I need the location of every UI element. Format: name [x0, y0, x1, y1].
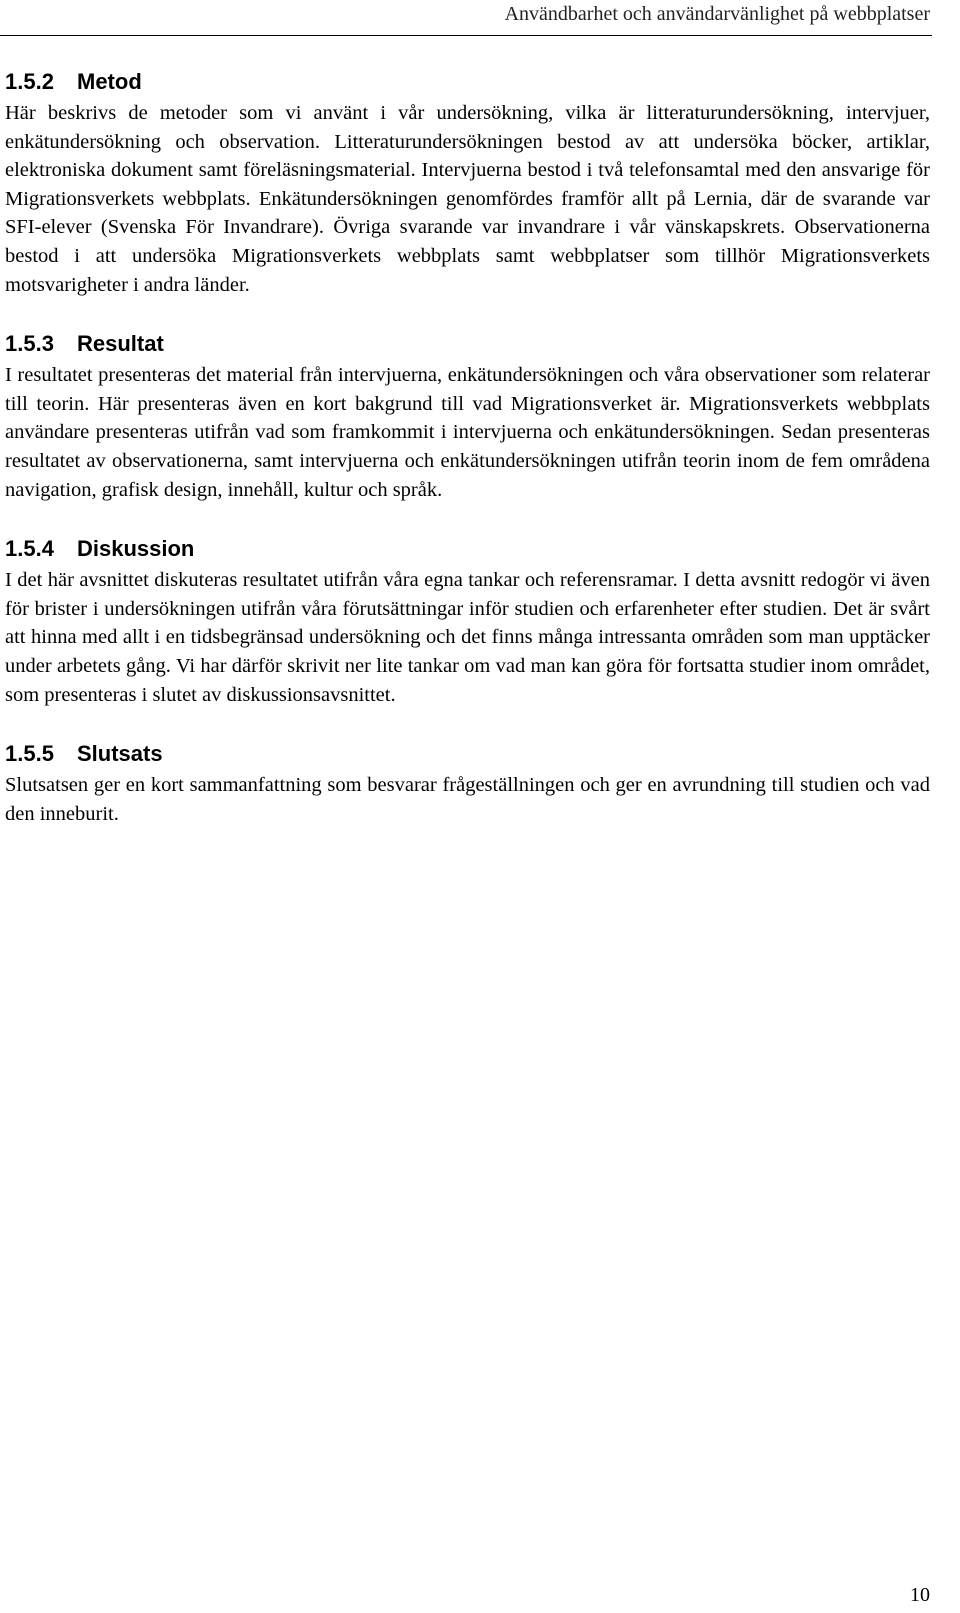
section-number: 1.5.2 — [5, 69, 54, 94]
section-number: 1.5.5 — [5, 741, 54, 767]
section-diskussion — [5, 533, 930, 709]
section-title: Diskussion — [77, 536, 195, 562]
section-paragraph: Här beskrivs de metoder som vi använt i vår undersökning, vilka är litteraturundersökning, intervjuer, enkätundersökning och observation. Litteraturundersökningen bestod av att undersöka böcker, artiklar, elektroniska dokument samt föreläsningsmaterial. Intervjuerna bestod i två telefonsamtal med den ansvarige för Migrationsverkets webbplats. Enkätundersökningen genomfördes framför allt på Lernia, där de svarande var SFI-elever (Svenska För Invandrare). Övriga svarande var invandrare i vår vänskapskrets. Observationerna bestod i att undersöka Migrationsverkets webbplats samt webbplatser som tillhör Migrationsverkets motsvarigheter i andra länder. — [5, 102, 930, 296]
section-heading — [5, 533, 930, 565]
page-number: 10 — [910, 1584, 930, 1606]
section-number: 1.5.3 — [5, 331, 54, 357]
section-slutsats — [5, 738, 930, 828]
section-metod — [5, 66, 930, 299]
section-paragraph: Slutsatsen ger en kort sammanfattning som besvarar frågeställningen och ger en avrundning till studien och vad den inneburit. — [5, 774, 930, 825]
section-heading — [5, 738, 930, 770]
section-title: Metod — [77, 69, 142, 94]
document-body — [5, 66, 930, 828]
header-rule — [0, 35, 932, 36]
section-resultat — [5, 328, 930, 504]
section-paragraph: I resultatet presenteras det material från intervjuerna, enkätundersökningen och våra observationer som relaterar till teorin. Här presenteras även en kort bakgrund till vad Migrationsverket är. Migrationsverkets webbplats användare presenteras utifrån vad som framkommit i intervjuerna och enkätundersökningen. Sedan presenteras resultatet av observationerna, samt intervjuerna och enkätundersökningen utifrån teorin inom de fem områdena navigation, grafisk design, innehåll, kultur och språk. — [5, 364, 930, 501]
section-title: Resultat — [77, 331, 164, 357]
section-title: Slutsats — [77, 741, 163, 767]
section-number: 1.5.4 — [5, 536, 54, 562]
section-paragraph: I det här avsnittet diskuteras resultatet utifrån våra egna tankar och referensramar. I detta avsnitt redogör vi även för brister i undersökningen utifrån våra förutsättningar inför studien och erfarenheter efter studien. Det är svårt att hinna med allt i en tidsbegränsad undersökning och det finns många intressanta områden som man upptäcker under arbetets gång. Vi har därför skrivit ner lite tankar om vad man kan göra för fortsatta studier inom området, som presenteras i slutet av diskussionsavsnittet. — [5, 569, 930, 706]
section-heading — [5, 328, 930, 360]
section-heading — [5, 66, 930, 98]
running-header: Användbarhet och användarvänlighet på webbplatser — [504, 3, 930, 25]
